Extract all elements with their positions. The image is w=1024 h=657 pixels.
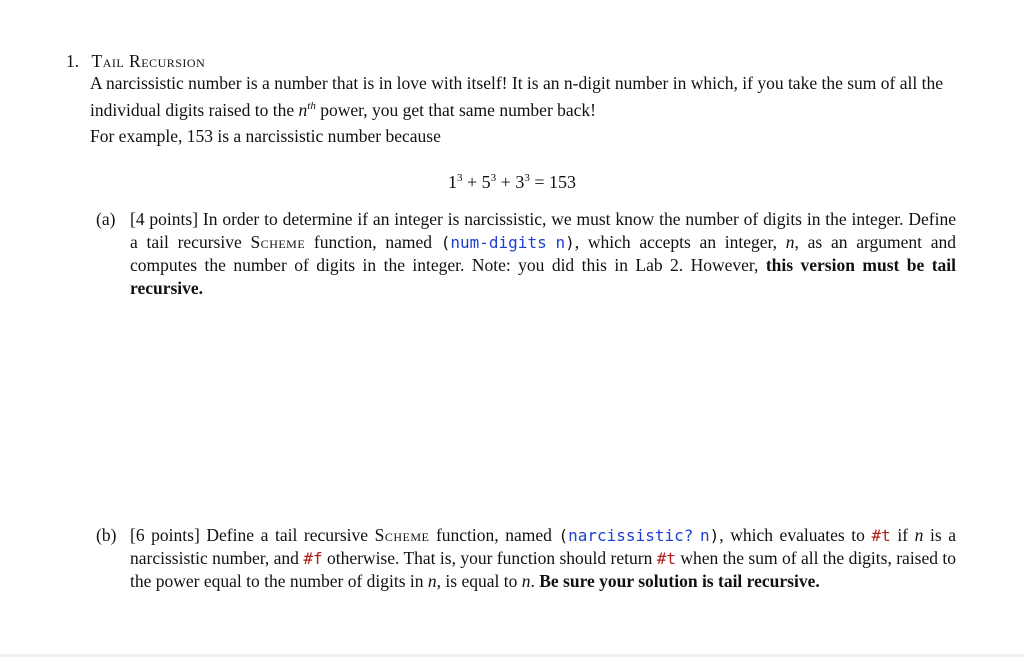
part-a-points: [4 points] xyxy=(130,209,199,229)
part-b-text-9: . xyxy=(530,571,535,591)
part-b-close-paren: ) xyxy=(709,526,720,545)
intro-text-1: A narcissistic number is a number that is in love with itself! It is an n-digit number in which, if you take the sum of all the individual digits raised to the xyxy=(90,73,943,120)
part-b-text-6: otherwise. That is, your function should return xyxy=(326,548,653,568)
example-text: For example, 153 is a narcissistic number because xyxy=(90,126,441,146)
part-b-open-paren: ( xyxy=(558,526,569,545)
part-a-scheme: Scheme xyxy=(250,232,306,252)
eq-base-2: 5 xyxy=(481,172,491,192)
part-b-points: [6 points] xyxy=(130,525,200,545)
problem-heading xyxy=(66,50,205,72)
part-b-text-3: , which evaluates to xyxy=(719,525,865,545)
part-a-function-arg: n xyxy=(555,233,566,252)
part-b-function-arg: n xyxy=(699,526,710,545)
part-b-var-n-3: n xyxy=(521,571,531,591)
part-a xyxy=(96,208,956,300)
part-a-text-2: function, named xyxy=(313,232,432,252)
part-a-var-n: n xyxy=(785,232,795,252)
part-b-var-n-2: n xyxy=(427,571,437,591)
part-b-text-4: if xyxy=(897,525,909,545)
part-b-scheme: Scheme xyxy=(374,525,430,545)
part-b-true-literal: #t xyxy=(871,526,891,545)
example-equation xyxy=(0,166,1024,194)
part-b-function-name: narcissistic? xyxy=(568,526,694,545)
eq-base-1: 1 xyxy=(448,172,458,192)
part-b xyxy=(96,524,956,593)
intro-n: n xyxy=(298,99,308,120)
part-a-body xyxy=(130,208,956,300)
part-a-text-3: , which accepts an integer, xyxy=(574,232,778,252)
eq-plus-2: + xyxy=(500,172,511,192)
part-a-text-4: , as an argument and computes the number of digits in the integer. Note: you did this in Lab 2. However, xyxy=(130,232,956,275)
part-a-label: (a) xyxy=(96,209,116,229)
part-b-emphasis: Be sure your solution is tail recursive. xyxy=(539,571,820,591)
part-a-emphasis: this version must be tail recursive. xyxy=(130,255,956,298)
part-b-body xyxy=(130,524,956,593)
eq-equals: = xyxy=(534,172,545,192)
part-b-false-literal: #f xyxy=(303,549,323,568)
part-b-text-1: Define a tail recursive xyxy=(206,525,369,545)
eq-result: 153 xyxy=(548,172,576,192)
eq-plus-1: + xyxy=(467,172,478,192)
problem-intro xyxy=(90,72,956,122)
intro-paragraph xyxy=(90,72,956,122)
eq-exp-1: 3 xyxy=(457,172,463,184)
eq-exp-2: 3 xyxy=(490,172,497,184)
part-b-label: (b) xyxy=(96,525,117,545)
intro-text-2: power, you get that same number back! xyxy=(320,99,597,120)
part-b-text-2: function, named xyxy=(435,525,552,545)
part-a-text-1: In order to determine if an integer is narcissistic, we must know the number of digits in the integer. Define a tail recursive xyxy=(130,209,956,252)
part-a-close-paren: ) xyxy=(565,233,575,252)
problem-number: 1. xyxy=(66,51,80,71)
problem-title: Tail Recursion xyxy=(91,51,206,71)
eq-base-3: 3 xyxy=(515,172,525,192)
part-a-function-name: num-digits xyxy=(450,233,547,252)
eq-exp-3: 3 xyxy=(524,172,530,184)
part-b-true-literal-2: #t xyxy=(656,549,676,568)
intro-th: th xyxy=(307,100,316,112)
part-b-text-8: , is equal to xyxy=(436,571,518,591)
part-a-open-paren: ( xyxy=(440,233,451,252)
part-b-var-n-1: n xyxy=(914,525,924,545)
part-b-text-7: when the sum of all the digits, raised to the power equal to the number of digits in xyxy=(130,548,957,591)
part-b-text-5: is a narcissistic number, and xyxy=(130,525,957,568)
